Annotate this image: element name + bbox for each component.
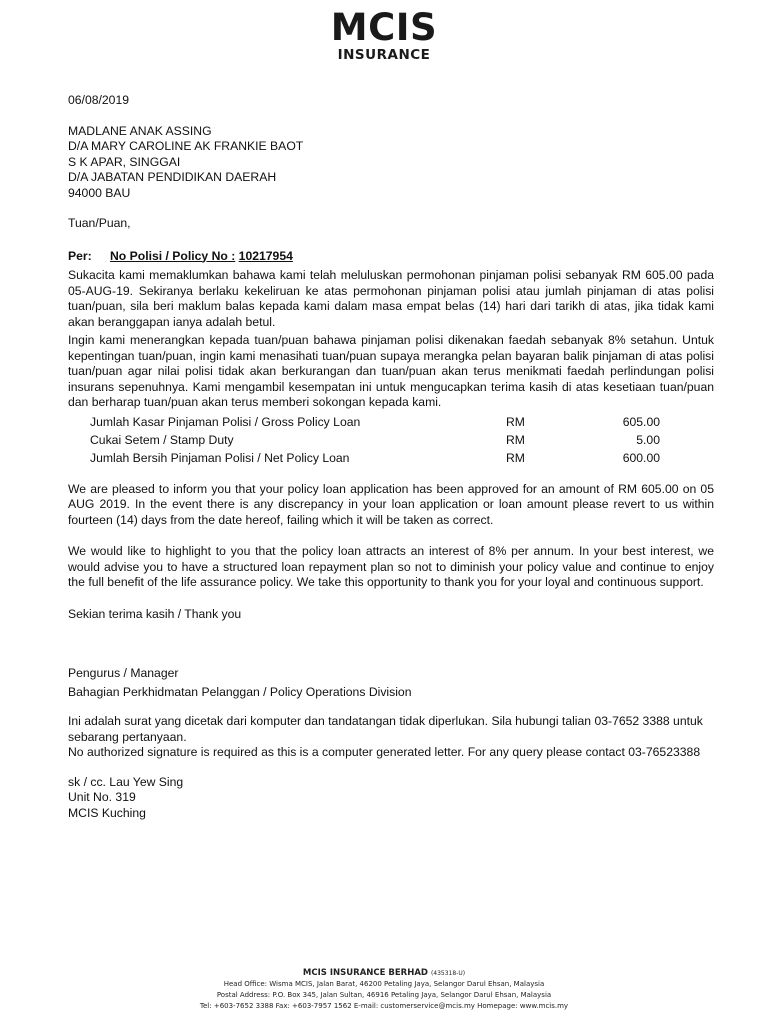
salutation: Tuan/Puan, <box>68 216 131 230</box>
recipient-address <box>68 124 714 202</box>
loan-currency: RM <box>506 432 525 447</box>
cc-line: sk / cc. Lau Yew Sing <box>68 774 184 789</box>
paragraph-en-interest: We would like to highlight to you that the policy loan attracts an interest of 8% per annum. In your best interest, we would advise you to have a structured loan repayment plan so not to diminish your policy value and continue to enjoy the full benefit of the life assurance policy. We take this opportunity to thank you for your loyal and continuous support. <box>68 544 714 589</box>
loan-summary-table <box>90 413 660 467</box>
footer-company <box>0 968 768 979</box>
letter-date: 06/08/2019 <box>68 93 129 107</box>
policy-reference <box>68 249 714 265</box>
loan-currency: RM <box>506 450 525 465</box>
paragraph-bm-approval: Sukacita kami memaklumkan bahawa kami telah meluluskan permohonan pinjaman polisi sebanyak RM 605.00 pada 05-AUG-19. Sekiranya berlaku kekeliruan ke atas permohonan pinjaman polisi atau jumlah pinjaman di atas polisi tuan/puan, sila beri maklum balas kepada kami dalam masa empat belas (14) hari dari tarikh di atas, jika tidak kami akan beranggapan ianya adalah betul. <box>68 268 714 329</box>
per-label: Per: <box>68 248 92 263</box>
table-row <box>90 431 660 449</box>
loan-desc: Jumlah Bersih Pinjaman Polisi / Net Policy Loan <box>90 450 350 465</box>
letter-footer <box>0 968 768 1012</box>
cc-line: Unit No. 319 <box>68 790 136 804</box>
policy-no-label: No Polisi / Policy No : <box>110 248 236 263</box>
loan-amount: 5.00 <box>636 432 660 447</box>
address-line: D/A JABATAN PENDIDIKAN DAERAH <box>68 170 277 184</box>
signature-block <box>68 666 714 700</box>
cc-line: MCIS Kuching <box>68 805 146 820</box>
computer-generated-notice <box>68 714 714 761</box>
signatory-title: Pengurus / Manager <box>68 666 179 680</box>
footer-postal-address: Postal Address: P.O. Box 345, Jalan Sultan, 46916 Petaling Jaya, Selangor Darul Ehsan, Malaysia <box>216 991 552 999</box>
carbon-copy-block <box>68 775 714 822</box>
address-line: 94000 BAU <box>68 185 131 200</box>
address-line: D/A MARY CAROLINE AK FRANKIE BAOT <box>68 139 304 153</box>
loan-amount: 605.00 <box>622 414 660 429</box>
loan-currency: RM <box>506 414 525 429</box>
table-row <box>90 413 660 431</box>
paragraph-bm-interest: Ingin kami menerangkan kepada tuan/puan bahawa pinjaman polisi dikenakan faedah sebanyak 8% setahun. Untuk kepentingan tuan/puan, ingin kami menasihati tuan/puan supaya merangka pelan bayaran balik pinjaman di atas polisi tuan/puan agar nilai polisi tidak akan berkurangan dan tuan/puan akan terus menikmati faedah perlindungan polisi insurans sepenuhnya. Kami mengambil kesempatan ini untuk mengucapkan terima kasih di atas kesetiaan tuan/puan dan berharap tuan/puan akan terus memberi sokongan kepada kami. <box>68 333 714 409</box>
notice-bm: Ini adalah surat yang dicetak dari komputer dan tandatangan tidak diperlukan. Sila hubungi talian 03-7652 3388 untuk sebarang pertanyaan. <box>68 714 703 744</box>
signatory-division: Bahagian Perkhidmatan Pelanggan / Policy Operations Division <box>68 684 412 699</box>
footer-company-name: MCIS INSURANCE BERHAD <box>302 968 428 978</box>
logo-wordmark: MCIS <box>330 6 438 49</box>
loan-desc: Cukai Setem / Stamp Duty <box>90 432 234 447</box>
company-logo <box>0 8 768 63</box>
logo-subtitle: INSURANCE <box>337 47 431 63</box>
notice-en: No authorized signature is required as this is a computer generated letter. For any query please contact 03-76523388 <box>68 745 701 759</box>
loan-desc: Jumlah Kasar Pinjaman Polisi / Gross Policy Loan <box>90 414 361 429</box>
loan-amount: 600.00 <box>622 450 660 465</box>
closing-line: Sekian terima kasih / Thank you <box>68 606 242 621</box>
address-line: S K APAR, SINGGAI <box>68 154 181 169</box>
address-line: MADLANE ANAK ASSING <box>68 123 212 138</box>
table-row <box>90 449 660 467</box>
paragraph-en-approval: We are pleased to inform you that your policy loan application has been approved for an amount of RM 605.00 on 05 AUG 2019. In the event there is any discrepancy in your loan application or loan amount please revert to us within fourteen (14) days from the date hereof, failing which it will be taken as correct. <box>68 481 714 527</box>
letter-body <box>68 93 714 821</box>
footer-company-reg: (435318-U) <box>430 970 466 977</box>
footer-head-office: Head Office: Wisma MCIS, Jalan Barat, 46200 Petaling Jaya, Selangor Darul Ehsan, Malaysia <box>223 980 545 988</box>
policy-number: 10217954 <box>238 248 293 263</box>
footer-contact: Tel: +603-7652 3388 Fax: +603-7957 1562 E-mail: customerservice@mcis.my Homepage: www.mcis.my <box>199 1002 569 1010</box>
